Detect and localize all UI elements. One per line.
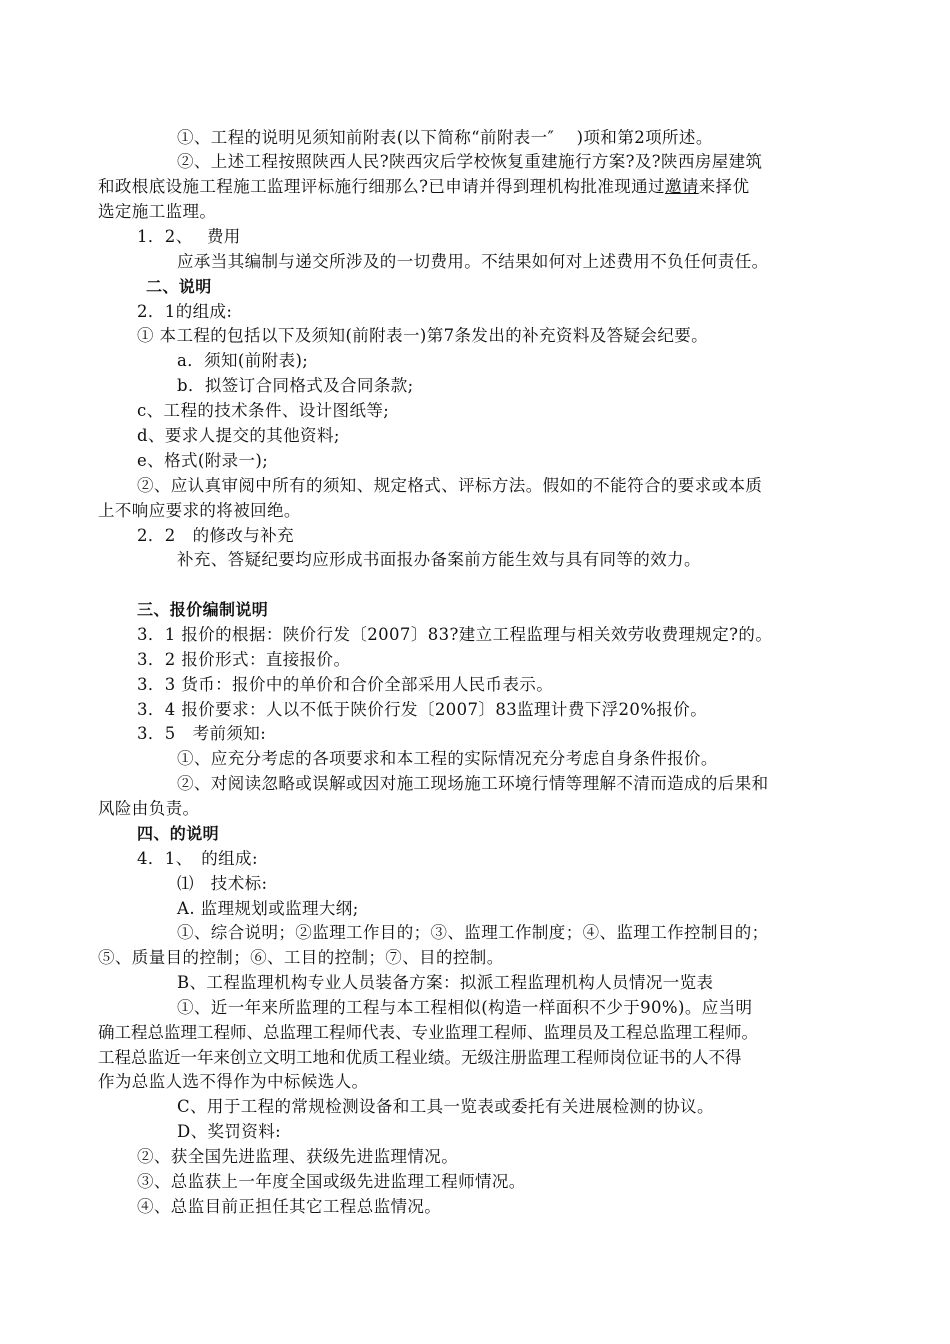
text-segment: 和政根底设施工程施工监理评标施行细那么?已申请并得到理机构批准现通过	[98, 177, 665, 196]
text-line	[98, 175, 749, 199]
text-line: 3．3 货币：报价中的单价和合价全部采用人民币表示。	[137, 675, 554, 694]
text-line: 3．1 报价的根据：陕价行发〔2007〕83?建立工程监理与相关效劳收费理规定?的。	[137, 625, 773, 644]
text-line: ①、综合说明；②监理工作目的；③、监理工作制度；④、监理工作控制目的；	[177, 923, 769, 942]
section-heading: 1．2、 费用	[137, 227, 241, 246]
text-line: ①、近一年来所监理的工程与本工程相似(构造一样面积不少于90%)。应当明	[177, 998, 753, 1017]
text-line: c、工程的技术条件、设计图纸等;	[137, 401, 390, 420]
text-line: 确工程总监理工程师、总监理工程师代表、专业监理工程师、监理员及工程总监理工程师。	[98, 1023, 758, 1042]
text-line: ②、上述工程按照陕西人民?陕西灾后学校恢复重建施行方案?及?陕西房屋建筑	[177, 152, 763, 171]
text-line: 4．1、 的组成:	[137, 849, 258, 868]
text-line: ①、工程的说明见须知前附表(以下简称“前附表一″ )项和第2项所述。	[177, 128, 713, 147]
text-line: ① 本工程的包括以下及须知(前附表一)第7条发出的补充资料及答疑会纪要。	[137, 326, 709, 345]
text-line: C、用于工程的常规检测设备和工具一览表或委托有关进展检测的协议。	[177, 1097, 714, 1116]
text-line: d、要求人提交的其他资料;	[137, 426, 340, 445]
text-line: b．拟签订合同格式及合同条款;	[177, 376, 414, 395]
text-line: ③、总监获上一年度全国或级先进监理工程师情况。	[137, 1172, 526, 1191]
text-line: ⑤、质量目的控制；⑥、工目的控制；⑦、目的控制。	[98, 948, 504, 967]
text-line: A. 监理规划或监理大纲;	[177, 899, 359, 918]
text-line: D、奖罚资料:	[177, 1122, 282, 1141]
text-line: 风险由负责。	[98, 799, 200, 818]
text-line: ①、应充分考虑的各项要求和本工程的实际情况充分考虑自身条件报价。	[177, 749, 718, 768]
text-line: 选定施工监理。	[98, 202, 217, 221]
underlined-term: 邀请	[664, 177, 699, 196]
text-line: 3．2 报价形式：直接报价。	[137, 650, 351, 669]
text-line: 工程总监近一年来创立文明工地和优质工程业绩。无级注册监理工程师岗位证书的人不得	[98, 1048, 742, 1067]
text-line: 上不响应要求的将被回绝。	[98, 501, 301, 520]
text-line: 补充、答疑纪要均应形成书面报办备案前方能生效与具有同等的效力。	[177, 550, 701, 569]
text-line: 3．4 报价要求：人以不低于陕价行发〔2007〕83监理计费下浮20%报价。	[137, 700, 708, 719]
text-line: a．须知(前附表);	[177, 351, 309, 370]
text-line: ②、获全国先进监理、获级先进监理情况。	[137, 1147, 459, 1166]
section-heading: 二、说明	[146, 277, 212, 296]
text-line: 应承当其编制与递交所涉及的一切费用。不结果如何对上述费用不负任何责任。	[177, 252, 769, 271]
text-line: ②、应认真审阅中所有的须知、规定格式、评标方法。假如的不能符合的要求或本质	[137, 476, 763, 495]
text-line: 3．5 考前须知:	[137, 724, 267, 743]
text-line: ②、对阅读忽略或误解或因对施工现场施工环境行情等理解不清而造成的后果和	[177, 774, 769, 793]
section-heading: 四、的说明	[137, 824, 220, 843]
text-line: 作为总监人选不得作为中标候选人。	[98, 1072, 369, 1091]
text-line: ④、总监目前正担任其它工程总监情况。	[137, 1197, 442, 1216]
text-line: ⑴ 技术标:	[177, 874, 268, 893]
text-segment: 来择优	[698, 177, 750, 196]
text-line: 2．1的组成:	[137, 302, 233, 321]
text-line: 2．2 的修改与补充	[137, 526, 294, 545]
text-line: e、格式(附录一);	[137, 451, 269, 470]
section-heading: 三、报价编制说明	[137, 600, 269, 619]
text-line: B、工程监理机构专业人员装备方案：拟派工程监理机构人员情况一览表	[177, 973, 714, 992]
